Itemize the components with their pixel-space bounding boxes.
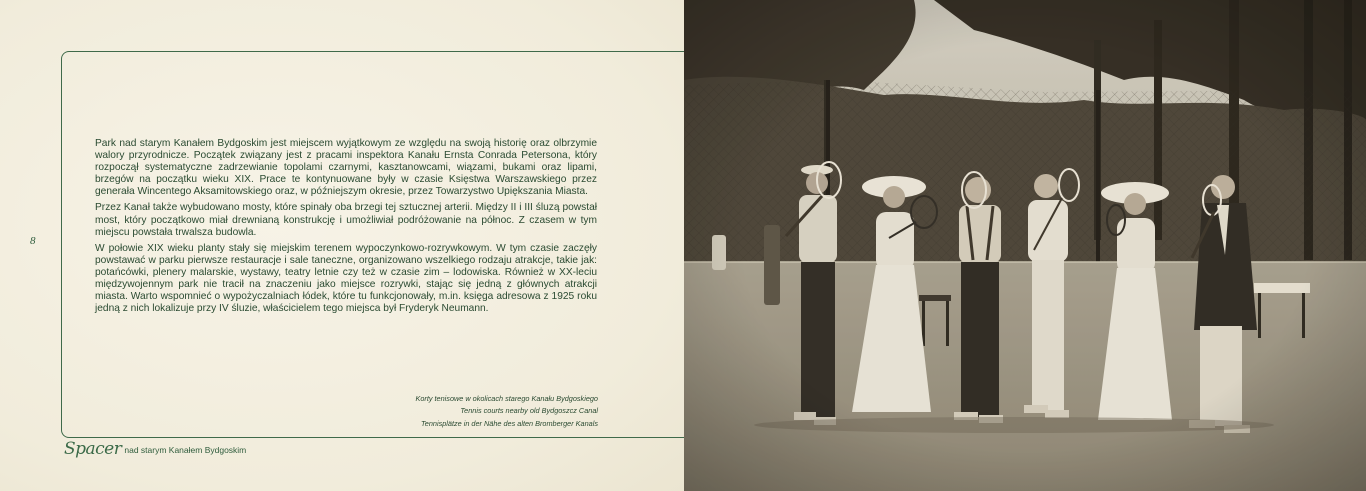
photo-caption [298, 393, 598, 430]
caption-pl: Korty tenisowe w okolicach starego Kanału Bydgoskiego [415, 394, 598, 403]
photo-page [684, 0, 1366, 491]
running-head [64, 429, 246, 459]
caption-en: Tennis courts nearby old Bydgoszcz Canal [460, 406, 598, 416]
running-head-script: Spacer [64, 439, 122, 459]
historic-tennis-photo [684, 0, 1366, 491]
page-number: 8 [30, 235, 36, 247]
caption-de: Tennisplätze in der Nähe des alten Bromberger Kanals [421, 418, 598, 428]
paragraph-3: W połowie XIX wieku planty stały się miejskim terenem wypoczynkowo-rozrywkowym. W tym czasie zaczęły powstawać w parku pierwsze restauracje i sale taneczne, organizowano wszelkiego rodzaju atrakcje, takie jak: potańcówki, plenery malarskie, wystawy, teatry letnie czy też w czasie zim – lodowiska. Również w XX-leciu międzywojennym park nie tracił na znaczeniu jako miejsce rozrywki, stając się jedną z głównych atrakcji miasta. Warto wspomnieć o wypożyczalniach łódek, które tu funkcjonowały, m.in. księga adresowa z 1925 roku jedną z nich lokalizuje przy IV śluzie, właścicielem tego miejsca był Fryderyk Neumann. [95, 242, 597, 315]
paragraph-1: Park nad starym Kanałem Bydgoskim jest miejscem wyjątkowym ze względu na swoją historię oraz olbrzymie walory przyrodnicze. Początek związany jest z pracami inspektora Kanału Ernsta Conrada Petersona, który rozpoczął systematyczne zadrzewianie topolami czarnymi, kasztanowcami, wiązami, bukami oraz lipami, brzegów na początku wieku XIX. Prace te kontynuowane były w czasie Księstwa Warszawskiego przez generała Wincentego Aksamitowskiego oraz, w późniejszym okresie, przez Towarzystwo Upiększania Miasta. [95, 138, 597, 198]
article-body [95, 138, 597, 319]
paragraph-2: Przez Kanał także wybudowano mosty, które spinały oba brzegi tej sztucznej arterii. Między II i III śluzą powstał most, który początkowo miał drewnianą konstrukcję i umożliwiał podróżowanie na północ. Z czasem w tym miejscu powstała trwalsza budowla. [95, 202, 597, 238]
running-head-text: nad starym Kanałem Bydgoskim [124, 445, 247, 455]
